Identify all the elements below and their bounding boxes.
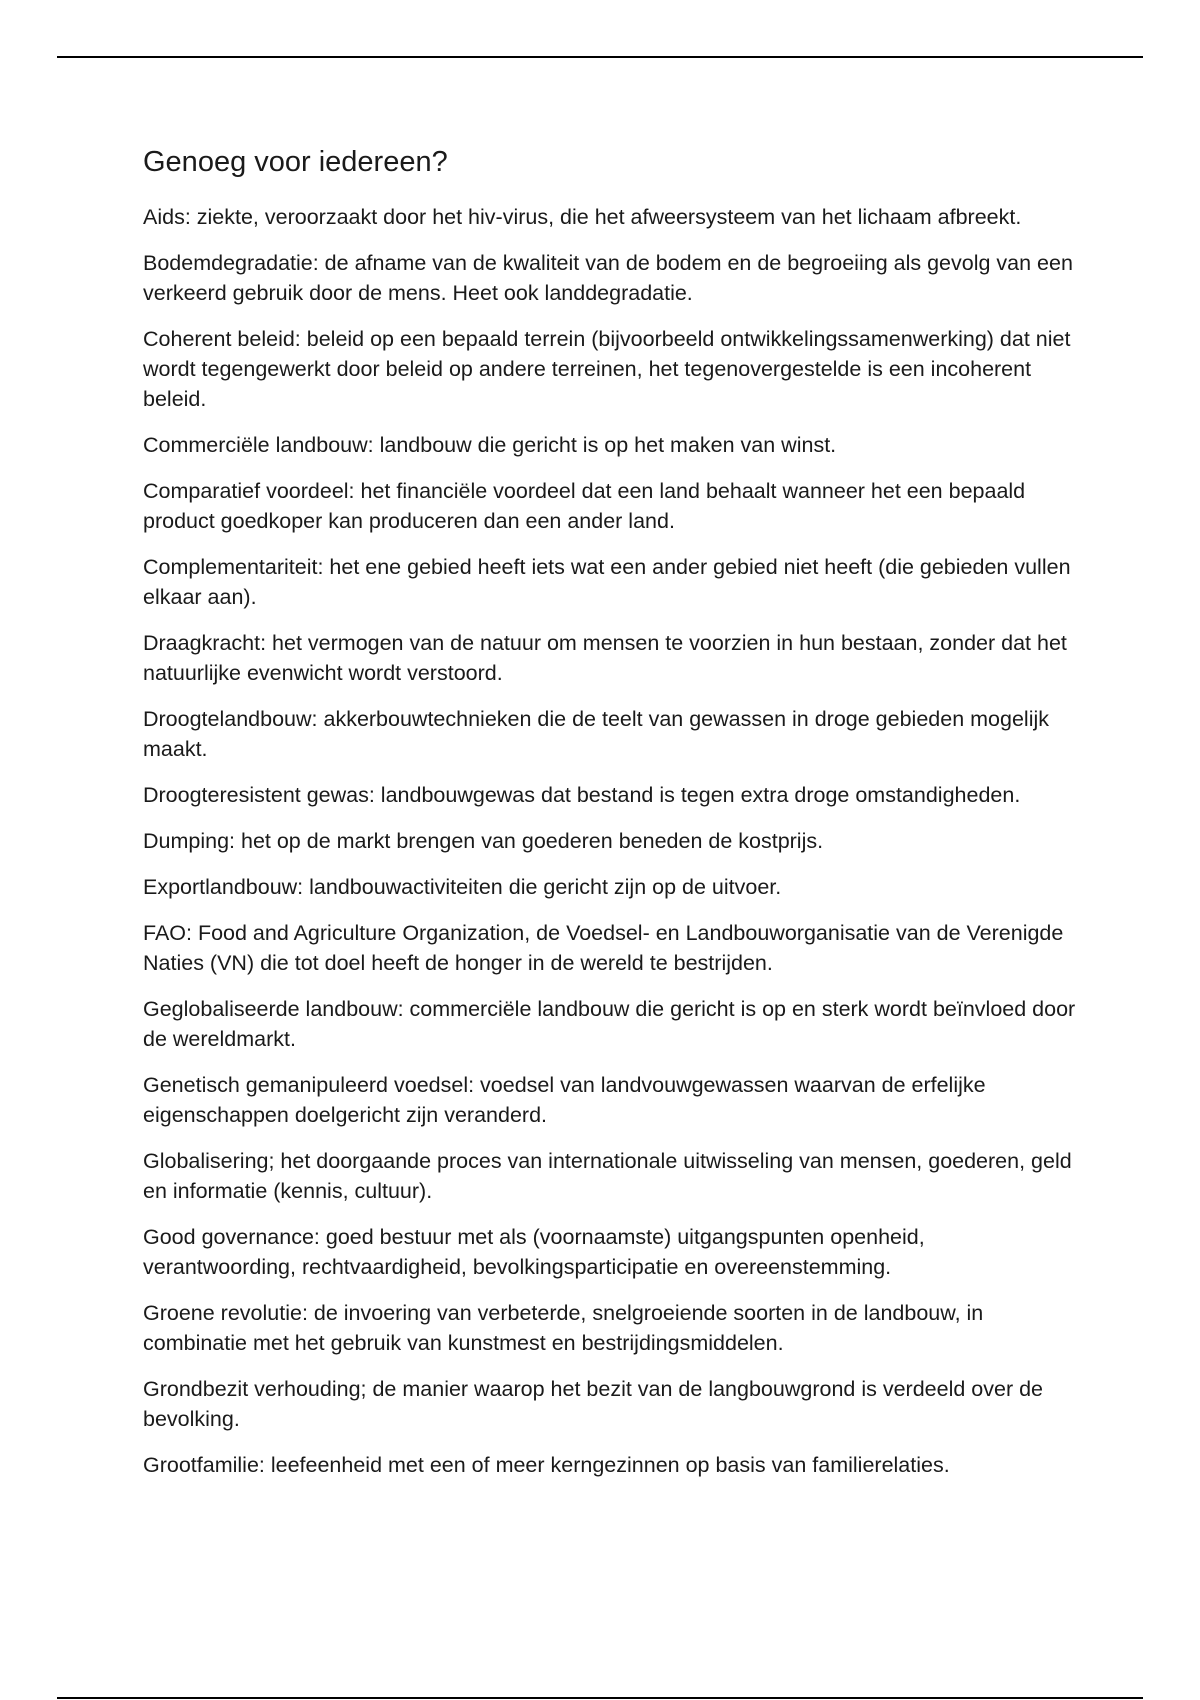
glossary-entry: Commerciële landbouw: landbouw die gericht is op het maken van winst.: [143, 433, 837, 457]
glossary-entry: Globalisering; het doorgaande proces van internationale uitwisseling van mensen, goederen, geld en informatie (kennis, cultuur).: [143, 1149, 1072, 1203]
glossary-entry: Aids: ziekte, veroorzaakt door het hiv-virus, die het afweersysteem van het lichaam afbreekt.: [143, 205, 1022, 229]
glossary-entry: Complementariteit: het ene gebied heeft iets wat een ander gebied niet heeft (die gebieden vullen elkaar aan).: [143, 555, 1071, 609]
footer-rule: [57, 1697, 1143, 1699]
glossary-entry: Comparatief voordeel: het financiële voordeel dat een land behaalt wanneer het een bepaald product goedkoper kan produceren dan een ander land.: [143, 479, 1026, 533]
glossary-entry: Exportlandbouw: landbouwactiviteiten die gericht zijn op de uitvoer.: [143, 875, 782, 899]
glossary-entry: Groene revolutie: de invoering van verbeterde, snelgroeiende soorten in de landbouw, in combinatie met het gebruik van kunstmest en bestrijdingsmiddelen.: [143, 1301, 984, 1355]
glossary-entry: Dumping: het op de markt brengen van goederen beneden de kostprijs.: [143, 829, 824, 853]
glossary-entry: FAO: Food and Agriculture Organization, de Voedsel- en Landbouworganisatie van de Verenigde Naties (VN) die tot doel heeft de honger in de wereld te bestrijden.: [143, 921, 1064, 975]
header-rule: [57, 56, 1143, 58]
glossary-entry: Genetisch gemanipuleerd voedsel: voedsel van landvouwgewassen waarvan de erfelijke eigenschappen doelgericht zijn veranderd.: [143, 1073, 986, 1127]
glossary-entry: Good governance: goed bestuur met als (voornaamste) uitgangspunten openheid, verantwoording, rechtvaardigheid, bevolkingsparticipatie en overeenstemming.: [143, 1225, 925, 1279]
glossary-entry: Grootfamilie: leefeenheid met een of meer kerngezinnen op basis van familierelaties.: [143, 1453, 950, 1477]
glossary-entry: Bodemdegradatie: de afname van de kwaliteit van de bodem en de begroeiing als gevolg van een verkeerd gebruik door de mens. Heet ook landdegradatie.: [143, 251, 1073, 305]
page-title: Genoeg voor iedereen?: [143, 146, 448, 178]
document-body: [143, 140, 1083, 1496]
glossary-entry: Geglobaliseerde landbouw: commerciële landbouw die gericht is op en sterk wordt beïnvloed door de wereldmarkt.: [143, 997, 1076, 1051]
glossary-entry: Droogteresistent gewas: landbouwgewas dat bestand is tegen extra droge omstandigheden.: [143, 783, 1021, 807]
glossary-entry: Draagkracht: het vermogen van de natuur om mensen te voorzien in hun bestaan, zonder dat het natuurlijke evenwicht wordt verstoord.: [143, 631, 1067, 685]
glossary-entry: Droogtelandbouw: akkerbouwtechnieken die de teelt van gewassen in droge gebieden mogelijk maakt.: [143, 707, 1049, 761]
glossary-entry: Coherent beleid: beleid op een bepaald terrein (bijvoorbeeld ontwikkelingssamenwerking) dat niet wordt tegengewerkt door beleid op andere terreinen, het tegenovergestelde is een incoherent beleid.: [143, 327, 1071, 411]
glossary-entry: Grondbezit verhouding; de manier waarop het bezit van de langbouwgrond is verdeeld over de bevolking.: [143, 1377, 1043, 1431]
